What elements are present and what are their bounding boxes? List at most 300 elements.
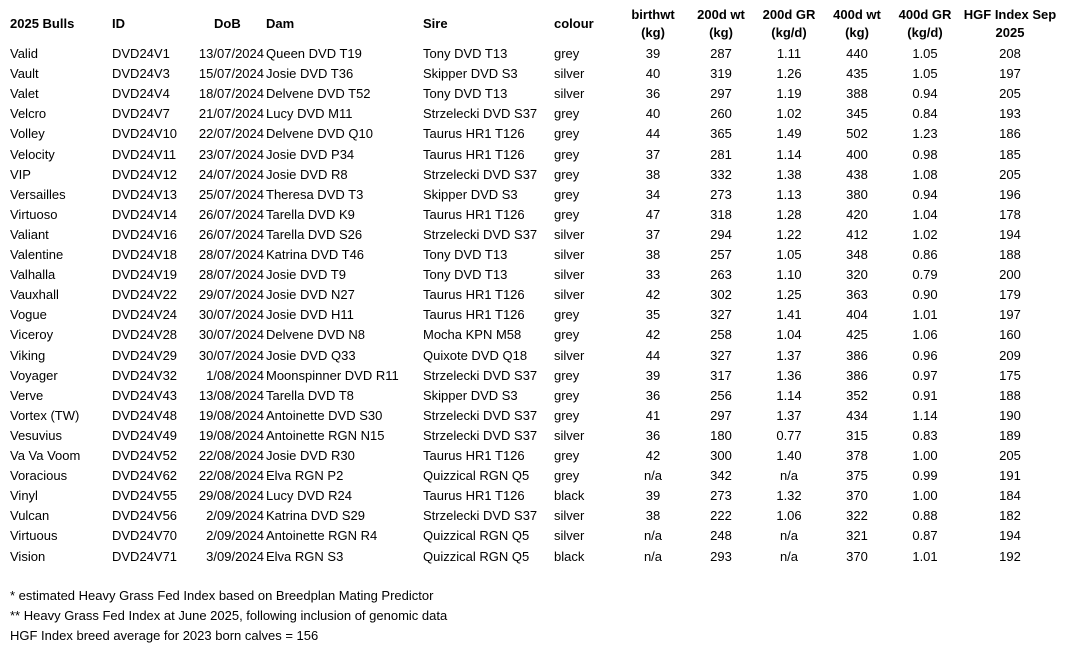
cell-birthwt: 42	[645, 287, 661, 303]
cell-400d-wt: 434	[846, 407, 868, 423]
cell-bull-name: Valet	[10, 86, 39, 102]
cell-200d-wt: 287	[710, 46, 732, 61]
cell-sire: Taurus HR1 T126	[423, 206, 525, 222]
cell-400d-wt: 322	[846, 508, 868, 524]
cell-200d-wt: 317	[710, 367, 732, 383]
table-row	[0, 265, 1066, 285]
cell-sire: Strzelecki DVD S37	[423, 367, 538, 383]
cell-dob: 18/07/2024	[198, 86, 264, 102]
cell-dob: 29/07/2024	[198, 287, 264, 303]
cell-sire: Strzelecki DVD S37	[423, 407, 538, 423]
cell-hgf-index: 189	[999, 427, 1021, 443]
cell-400d-gr: 0.94	[912, 86, 938, 102]
cell-400d-wt: 435	[846, 66, 868, 82]
header-400d-gr-unit: (kg/d)	[907, 25, 943, 40]
cell-400d-gr: 1.06	[912, 327, 938, 343]
header-400d-wt-unit: (kg)	[845, 25, 869, 40]
cell-hgf-index: 188	[999, 387, 1021, 403]
cell-hgf-index: 175	[999, 367, 1021, 383]
cell-sire: Tony DVD T13	[423, 247, 508, 262]
cell-200d-gr: 1.38	[776, 166, 802, 182]
cell-dam: Delvene DVD T52	[266, 86, 371, 102]
header-400d-wt: 400d wt	[833, 7, 881, 22]
cell-200d-gr: n/a	[779, 468, 799, 484]
cell-200d-wt: 297	[710, 407, 732, 423]
cell-id: DVD24V18	[112, 247, 178, 262]
cell-bull-name: Viking	[10, 347, 46, 363]
cell-id: DVD24V56	[112, 508, 178, 524]
cell-id: DVD24V11	[112, 146, 177, 162]
cell-colour: grey	[554, 166, 580, 182]
cell-200d-wt: 256	[710, 387, 732, 403]
cell-sire: Strzelecki DVD S37	[423, 226, 538, 242]
cell-hgf-index: 194	[999, 226, 1021, 242]
cell-dob: 28/07/2024	[198, 247, 264, 262]
cell-hgf-index: 200	[999, 267, 1021, 283]
cell-sire: Mocha KPN M58	[423, 327, 522, 343]
cell-400d-gr: 1.02	[912, 226, 938, 242]
cell-colour: grey	[554, 327, 580, 343]
cell-dam: Josie DVD N27	[266, 287, 355, 303]
cell-200d-wt: 365	[710, 126, 732, 142]
cell-dob: 2/09/2024	[206, 508, 264, 524]
cell-sire: Skipper DVD S3	[423, 387, 518, 403]
cell-400d-wt: 404	[846, 307, 868, 323]
cell-hgf-index: 184	[999, 488, 1021, 504]
cell-hgf-index: 185	[999, 146, 1021, 162]
cell-200d-wt: 327	[710, 347, 732, 363]
cell-bull-name: Valid	[10, 46, 38, 61]
cell-dam: Antoinette RGN N15	[266, 427, 385, 443]
cell-birthwt: 44	[645, 347, 661, 363]
cell-id: DVD24V32	[112, 367, 178, 383]
cell-sire: Strzelecki DVD S37	[423, 106, 538, 122]
cell-colour: silver	[554, 247, 585, 262]
cell-200d-wt: 327	[710, 307, 732, 323]
cell-dam: Tarella DVD S26	[266, 226, 363, 242]
cell-colour: grey	[554, 387, 580, 403]
cell-birthwt: 36	[645, 86, 661, 102]
cell-sire: Strzelecki DVD S37	[423, 508, 538, 524]
cell-dam: Moonspinner DVD R11	[266, 367, 399, 383]
cell-birthwt: n/a	[643, 548, 663, 564]
cell-sire: Strzelecki DVD S37	[423, 427, 538, 443]
cell-colour: grey	[554, 307, 580, 323]
cell-200d-wt: 281	[710, 146, 732, 162]
cell-400d-wt: 348	[846, 247, 868, 262]
cell-200d-gr: 1.36	[776, 367, 802, 383]
cell-200d-wt: 332	[710, 166, 732, 182]
cell-200d-wt: 300	[710, 448, 732, 463]
cell-sire: Quixote DVD Q18	[423, 347, 528, 363]
cell-200d-gr: 1.14	[776, 146, 802, 162]
cell-bull-name: Valhalla	[10, 267, 56, 283]
cell-200d-wt: 294	[710, 226, 732, 242]
table-row	[0, 486, 1066, 506]
header-hgf-year: 2025	[995, 25, 1025, 40]
header-400d-gr: 400d GR	[898, 7, 952, 22]
cell-bull-name: Velcro	[10, 106, 47, 122]
cell-200d-wt: 263	[710, 267, 732, 283]
cell-colour: silver	[554, 427, 585, 443]
cell-200d-gr: 1.02	[776, 106, 802, 122]
cell-dam: Queen DVD T19	[266, 46, 362, 61]
table-row	[0, 547, 1066, 567]
footnote-genomic: ** Heavy Grass Fed Index at June 2025, following inclusion of genomic data	[10, 608, 448, 623]
table-row	[0, 446, 1066, 466]
cell-hgf-index: 208	[999, 46, 1021, 61]
cell-200d-wt: 318	[710, 206, 732, 222]
header-200d-wt: 200d wt	[697, 7, 745, 22]
cell-400d-gr: 1.23	[912, 126, 938, 142]
table-row	[0, 506, 1066, 526]
cell-dob: 28/07/2024	[198, 267, 264, 283]
cell-bull-name: Volley	[10, 126, 45, 142]
table-row	[0, 285, 1066, 305]
cell-dam: Lucy DVD R24	[266, 488, 352, 504]
cell-birthwt: n/a	[643, 468, 663, 484]
table-row	[0, 426, 1066, 446]
cell-200d-gr: 1.04	[776, 327, 802, 343]
cell-dam: Theresa DVD T3	[266, 186, 364, 202]
cell-400d-wt: 420	[846, 206, 868, 222]
cell-400d-gr: 0.99	[912, 468, 938, 484]
cell-id: DVD24V4	[112, 86, 170, 102]
cell-id: DVD24V1	[112, 46, 170, 61]
cell-200d-wt: 180	[710, 427, 732, 443]
table-row	[0, 205, 1066, 225]
cell-hgf-index: 209	[999, 347, 1021, 363]
cell-200d-wt: 257	[710, 247, 732, 262]
table-row	[0, 64, 1066, 84]
cell-birthwt: 38	[645, 166, 661, 182]
cell-bull-name: Virtuous	[10, 528, 58, 544]
table-row	[0, 386, 1066, 406]
cell-200d-gr: 1.41	[776, 307, 802, 323]
cell-dob: 22/07/2024	[198, 126, 264, 142]
cell-dob: 19/08/2024	[198, 427, 264, 443]
cell-400d-wt: 502	[846, 126, 868, 142]
cell-birthwt: 41	[645, 407, 661, 423]
cell-sire: Taurus HR1 T126	[423, 448, 525, 463]
cell-bull-name: Viceroy	[10, 327, 54, 343]
cell-400d-gr: 1.01	[912, 548, 938, 564]
cell-birthwt: 37	[645, 146, 661, 162]
cell-200d-gr: 1.37	[776, 347, 802, 363]
cell-id: DVD24V16	[112, 226, 178, 242]
table-row	[0, 185, 1066, 205]
cell-dam: Antoinette RGN R4	[266, 528, 378, 544]
cell-400d-gr: 1.00	[912, 488, 938, 504]
table-row	[0, 406, 1066, 426]
cell-dob: 30/07/2024	[198, 307, 264, 323]
cell-id: DVD24V70	[112, 528, 178, 544]
cell-400d-wt: 363	[846, 287, 868, 303]
cell-400d-gr: 1.00	[912, 448, 938, 463]
cell-400d-wt: 321	[846, 528, 868, 544]
cell-dam: Josie DVD Q33	[266, 347, 356, 363]
cell-dam: Josie DVD P34	[266, 146, 355, 162]
cell-dam: Delvene DVD N8	[266, 327, 365, 343]
cell-400d-gr: 0.90	[912, 287, 938, 303]
cell-400d-gr: 0.91	[912, 387, 938, 403]
cell-hgf-index: 160	[999, 327, 1021, 343]
cell-hgf-index: 179	[999, 287, 1021, 303]
cell-dam: Josie DVD H11	[266, 307, 354, 323]
cell-id: DVD24V43	[112, 387, 178, 403]
cell-dob: 26/07/2024	[198, 226, 264, 242]
cell-birthwt: 36	[645, 387, 661, 403]
cell-200d-wt: 248	[710, 528, 732, 544]
cell-hgf-index: 205	[999, 166, 1021, 182]
cell-birthwt: 38	[645, 508, 661, 524]
cell-dob: 3/09/2024	[206, 548, 264, 564]
cell-200d-wt: 258	[710, 327, 732, 343]
cell-id: DVD24V28	[112, 327, 178, 343]
header-dob: DoB	[214, 16, 241, 31]
cell-200d-wt: 297	[710, 86, 732, 102]
cell-colour: grey	[554, 206, 580, 222]
cell-bull-name: Vinyl	[10, 488, 38, 504]
table-row	[0, 526, 1066, 546]
cell-400d-gr: 0.87	[912, 528, 938, 544]
cell-sire: Quizzical RGN Q5	[423, 548, 530, 564]
cell-dam: Tarella DVD K9	[266, 206, 355, 222]
cell-sire: Taurus HR1 T126	[423, 146, 525, 162]
cell-id: DVD24V62	[112, 468, 178, 484]
cell-hgf-index: 196	[999, 186, 1021, 202]
cell-birthwt: 36	[645, 427, 661, 443]
header-birthwt: birthwt	[631, 7, 675, 22]
cell-bull-name: Valentine	[10, 247, 64, 262]
cell-400d-wt: 386	[846, 367, 868, 383]
cell-colour: grey	[554, 407, 580, 423]
cell-hgf-index: 205	[999, 448, 1021, 463]
cell-200d-gr: 1.32	[776, 488, 802, 504]
cell-200d-wt: 222	[710, 508, 732, 524]
cell-colour: silver	[554, 267, 585, 283]
cell-dam: Josie DVD T36	[266, 66, 354, 82]
cell-dam: Lucy DVD M11	[266, 106, 353, 122]
cell-colour: silver	[554, 287, 585, 303]
cell-sire: Quizzical RGN Q5	[423, 468, 530, 484]
cell-id: DVD24V13	[112, 186, 178, 202]
cell-id: DVD24V29	[112, 347, 178, 363]
cell-bull-name: Velocity	[10, 146, 55, 162]
cell-dob: 30/07/2024	[198, 347, 264, 363]
footnote-estimated: * estimated Heavy Grass Fed Index based on Breedplan Mating Predictor	[10, 588, 434, 603]
cell-200d-gr: 1.10	[776, 267, 802, 283]
cell-id: DVD24V3	[112, 66, 170, 82]
cell-200d-gr: 1.11	[776, 46, 802, 61]
cell-sire: Quizzical RGN Q5	[423, 528, 530, 544]
cell-200d-wt: 342	[710, 468, 732, 484]
header-id: ID	[112, 16, 125, 31]
header-200d-gr: 200d GR	[762, 7, 816, 22]
cell-bull-name: Va Va Voom	[10, 448, 81, 463]
cell-hgf-index: 182	[999, 508, 1021, 524]
cell-bull-name: Vogue	[10, 307, 47, 323]
cell-200d-gr: n/a	[779, 528, 799, 544]
cell-dob: 29/08/2024	[198, 488, 264, 504]
cell-birthwt: 38	[645, 247, 661, 262]
cell-200d-gr: 1.22	[776, 226, 802, 242]
cell-400d-gr: 1.01	[912, 307, 938, 323]
cell-id: DVD24V24	[112, 307, 178, 323]
cell-colour: grey	[554, 186, 580, 202]
table-row	[0, 225, 1066, 245]
cell-birthwt: n/a	[643, 528, 663, 544]
cell-bull-name: Versailles	[10, 186, 66, 202]
cell-hgf-index: 186	[999, 126, 1021, 142]
cell-dob: 13/07/2024	[198, 46, 264, 61]
table-row	[0, 366, 1066, 386]
cell-400d-wt: 378	[846, 448, 868, 463]
cell-400d-gr: 0.97	[912, 367, 938, 383]
cell-400d-gr: 0.83	[912, 427, 938, 443]
cell-colour: silver	[554, 66, 585, 82]
cell-colour: silver	[554, 508, 585, 524]
cell-dob: 24/07/2024	[198, 166, 264, 182]
cell-400d-wt: 320	[846, 267, 868, 283]
cell-bull-name: Voracious	[10, 468, 68, 484]
header-sire: Sire	[423, 16, 448, 31]
cell-hgf-index: 197	[999, 307, 1021, 323]
cell-hgf-index: 178	[999, 206, 1021, 222]
cell-birthwt: 40	[645, 66, 661, 82]
cell-sire: Taurus HR1 T126	[423, 126, 525, 142]
cell-birthwt: 40	[645, 106, 661, 122]
cell-dob: 25/07/2024	[198, 186, 264, 202]
cell-400d-gr: 0.79	[912, 267, 938, 283]
cell-sire: Skipper DVD S3	[423, 186, 518, 202]
cell-birthwt: 44	[645, 126, 661, 142]
cell-colour: grey	[554, 106, 580, 122]
cell-dam: Josie DVD R8	[266, 166, 348, 182]
cell-dob: 1/08/2024	[206, 367, 264, 383]
cell-400d-wt: 345	[846, 106, 868, 122]
table-row	[0, 245, 1066, 265]
cell-colour: grey	[554, 46, 580, 61]
cell-birthwt: 39	[645, 367, 661, 383]
cell-colour: black	[554, 488, 585, 504]
cell-id: DVD24V12	[112, 166, 178, 182]
cell-400d-wt: 440	[846, 46, 868, 61]
cell-sire: Taurus HR1 T126	[423, 488, 525, 504]
cell-200d-gr: 1.40	[776, 448, 802, 463]
cell-bull-name: Vision	[10, 548, 46, 564]
cell-hgf-index: 188	[999, 247, 1021, 262]
cell-400d-gr: 1.05	[912, 66, 938, 82]
cell-id: DVD24V52	[112, 448, 178, 463]
cell-bull-name: Vauxhall	[10, 287, 59, 303]
cell-birthwt: 39	[645, 46, 661, 61]
table-row	[0, 325, 1066, 345]
cell-dob: 15/07/2024	[198, 66, 264, 82]
cell-dob: 22/08/2024	[198, 468, 264, 484]
cell-hgf-index: 190	[999, 407, 1021, 423]
cell-400d-wt: 375	[846, 468, 868, 484]
cell-sire: Tony DVD T13	[423, 86, 508, 102]
cell-dob: 2/09/2024	[206, 528, 264, 544]
cell-id: DVD24V71	[112, 548, 178, 564]
cell-400d-wt: 412	[846, 226, 868, 242]
cell-200d-gr: 1.37	[776, 407, 802, 423]
cell-bull-name: Verve	[10, 387, 44, 403]
cell-400d-wt: 370	[846, 488, 868, 504]
cell-400d-wt: 400	[846, 146, 868, 162]
cell-colour: silver	[554, 528, 585, 544]
cell-id: DVD24V22	[112, 287, 178, 303]
cell-id: DVD24V7	[112, 106, 170, 122]
cell-200d-gr: 0.77	[776, 427, 802, 443]
cell-id: DVD24V19	[112, 267, 178, 283]
cell-dob: 19/08/2024	[198, 407, 264, 423]
table-row	[0, 124, 1066, 144]
cell-400d-wt: 425	[846, 327, 868, 343]
cell-sire: Tony DVD T13	[423, 46, 508, 61]
cell-bull-name: Vortex (TW)	[10, 407, 80, 423]
cell-200d-wt: 319	[710, 66, 732, 82]
cell-id: DVD24V10	[112, 126, 178, 142]
cell-colour: grey	[554, 468, 580, 484]
cell-400d-wt: 386	[846, 347, 868, 363]
cell-dob: 30/07/2024	[198, 327, 264, 343]
cell-400d-gr: 1.14	[912, 407, 938, 423]
cell-birthwt: 35	[645, 307, 661, 323]
header-colour: colour	[554, 16, 594, 31]
cell-200d-gr: n/a	[779, 548, 799, 564]
cell-200d-gr: 1.26	[776, 66, 802, 82]
cell-dam: Elva RGN P2	[266, 468, 344, 484]
table-row	[0, 346, 1066, 366]
cell-200d-gr: 1.28	[776, 206, 802, 222]
table-row	[0, 466, 1066, 486]
cell-hgf-index: 193	[999, 106, 1021, 122]
table-row	[0, 84, 1066, 104]
cell-hgf-index: 205	[999, 86, 1021, 102]
header-200d-gr-unit: (kg/d)	[771, 25, 807, 40]
table-row	[0, 305, 1066, 325]
cell-birthwt: 42	[645, 327, 661, 343]
cell-400d-gr: 0.88	[912, 508, 938, 524]
footnote-breed-average: HGF Index breed average for 2023 born calves = 156	[10, 628, 319, 643]
cell-400d-gr: 1.08	[912, 166, 938, 182]
cell-400d-gr: 0.94	[912, 186, 938, 202]
cell-birthwt: 37	[645, 226, 661, 242]
cell-birthwt: 34	[645, 186, 661, 202]
cell-400d-gr: 0.84	[912, 106, 938, 122]
cell-colour: grey	[554, 146, 580, 162]
cell-id: DVD24V49	[112, 427, 178, 443]
cell-bull-name: Virtuoso	[10, 206, 58, 222]
cell-birthwt: 39	[645, 488, 661, 504]
cell-id: DVD24V48	[112, 407, 178, 423]
cell-200d-wt: 293	[710, 548, 732, 564]
cell-400d-gr: 1.05	[912, 46, 938, 61]
cell-colour: silver	[554, 347, 585, 363]
cell-400d-gr: 0.96	[912, 347, 938, 363]
cell-200d-wt: 260	[710, 106, 732, 122]
table-row	[0, 104, 1066, 124]
table-row	[0, 44, 1066, 64]
cell-id: DVD24V55	[112, 488, 178, 504]
cell-400d-gr: 0.98	[912, 146, 938, 162]
cell-400d-gr: 0.86	[912, 247, 938, 262]
cell-400d-wt: 315	[846, 427, 868, 443]
cell-200d-gr: 1.05	[776, 247, 802, 262]
cell-sire: Strzelecki DVD S37	[423, 166, 538, 182]
